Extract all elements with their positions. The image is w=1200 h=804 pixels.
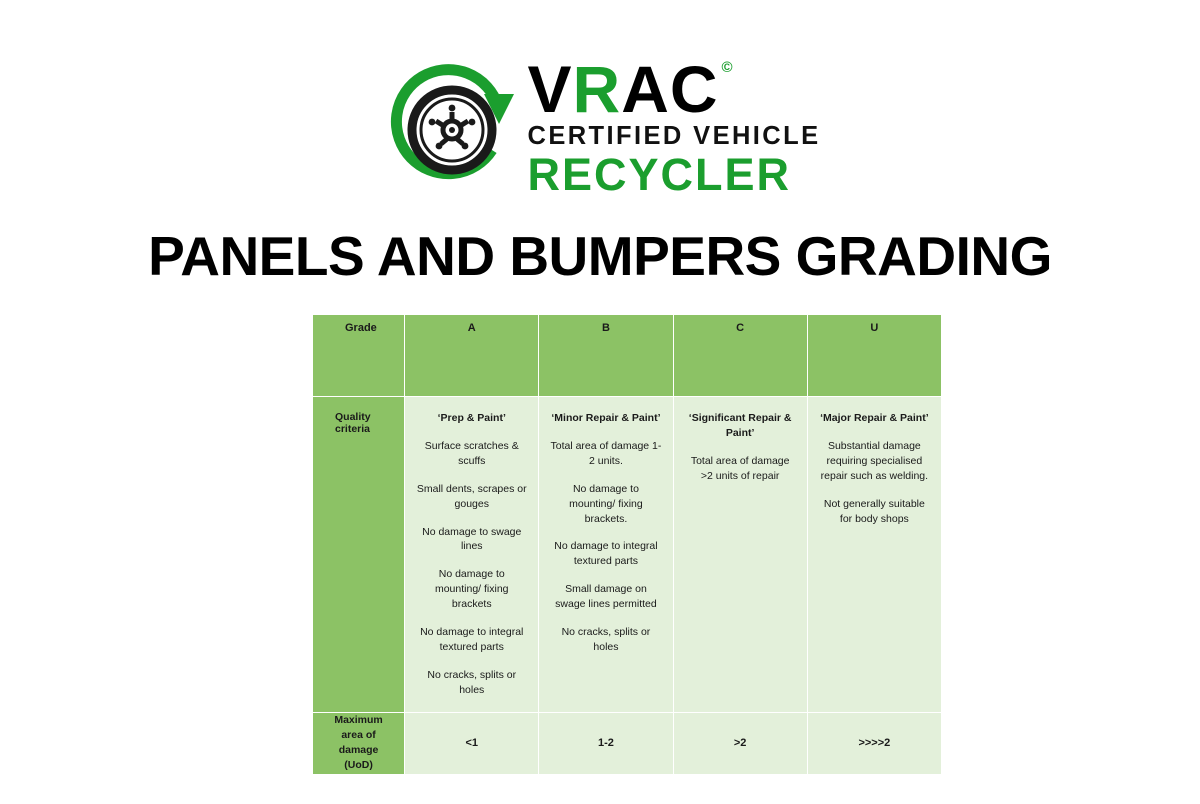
logo-subtitle: CERTIFIED VEHICLE — [527, 122, 821, 150]
table-row — [313, 397, 942, 713]
spacer-cell — [807, 774, 941, 803]
logo-inner — [380, 52, 821, 200]
row-label-max-damage: Maximum area of damage (UoD) — [313, 712, 405, 774]
criteria-c-line-2: Total area of damage >2 units of repair — [690, 454, 790, 482]
criteria-a-line-6: No damage to integral textured parts — [420, 626, 524, 653]
table-bottom-spacer — [313, 774, 942, 803]
max-damage-a: <1 — [405, 712, 539, 774]
header-grade-label: Grade — [313, 315, 405, 397]
criteria-u-line-2: Substantial damage requiring specialised repair such as welding. — [820, 439, 929, 482]
criteria-a-line-4: No damage to swage lines — [422, 525, 522, 553]
criteria-a-line-7: No cracks, splits or holes — [427, 668, 517, 696]
page-title: PANELS AND BUMPERS GRADING — [148, 225, 1052, 287]
max-damage-b: 1-2 — [539, 712, 673, 774]
header-grade-b: B — [539, 315, 673, 397]
criteria-b-line-6: No cracks, splits or holes — [561, 626, 651, 653]
criteria-u-line-1: ‘Major Repair & Paint’ — [820, 412, 929, 424]
criteria-b-line-2: Total area of damage 1-2 units. — [550, 439, 662, 467]
logo-letter-r: R — [572, 52, 622, 126]
spacer-cell — [405, 774, 539, 803]
grading-table — [312, 314, 942, 804]
criteria-b-line-4: No damage to integral textured parts — [554, 540, 658, 568]
logo-letter-a: A — [621, 52, 670, 126]
criteria-b-line-3: No damage to mounting/ fixing brackets. — [569, 482, 643, 525]
max-damage-u: >>>>2 — [807, 712, 941, 774]
criteria-a-line-2: Surface scratches & scuffs — [424, 439, 519, 467]
spacer-cell — [313, 774, 405, 803]
table-row-max-damage — [313, 712, 942, 774]
grading-table-container — [312, 314, 942, 804]
cell-criteria-a — [405, 397, 539, 713]
logo-recycler-word: RECYCLER — [527, 148, 792, 200]
criteria-u-line-3: Not generally suitable for body shops — [823, 497, 925, 525]
row-label-quality-criteria: Quality criteria — [313, 397, 405, 713]
copyright-icon: © — [721, 59, 734, 76]
logo-wordmark — [527, 52, 821, 200]
criteria-b-line-5: Small damage on swage lines permitted — [555, 583, 657, 611]
table-header-row — [313, 315, 942, 397]
criteria-a-line-1: ‘Prep & Paint’ — [437, 412, 506, 424]
criteria-a-line-5: No damage to mounting/ fixing brackets — [434, 568, 509, 611]
cell-criteria-c — [673, 397, 807, 713]
criteria-b-line-1: ‘Minor Repair & Paint’ — [551, 412, 661, 424]
vrac-logo — [0, 52, 1200, 200]
cell-criteria-b — [539, 397, 673, 713]
logo-letter-v: V — [527, 52, 573, 126]
criteria-a-line-3: Small dents, scrapes or gouges — [416, 482, 527, 510]
criteria-c-line-1: ‘Significant Repair & Paint’ — [688, 412, 792, 439]
logo-brand — [527, 52, 734, 126]
header-grade-a: A — [405, 315, 539, 397]
spacer-cell — [673, 774, 807, 803]
header-grade-c: C — [673, 315, 807, 397]
cell-criteria-u — [807, 397, 941, 713]
spacer-cell — [539, 774, 673, 803]
max-damage-c: >2 — [673, 712, 807, 774]
logo-letter-c: C — [669, 52, 719, 126]
recycling-wheel-icon — [380, 54, 520, 194]
header-grade-u: U — [807, 315, 941, 397]
